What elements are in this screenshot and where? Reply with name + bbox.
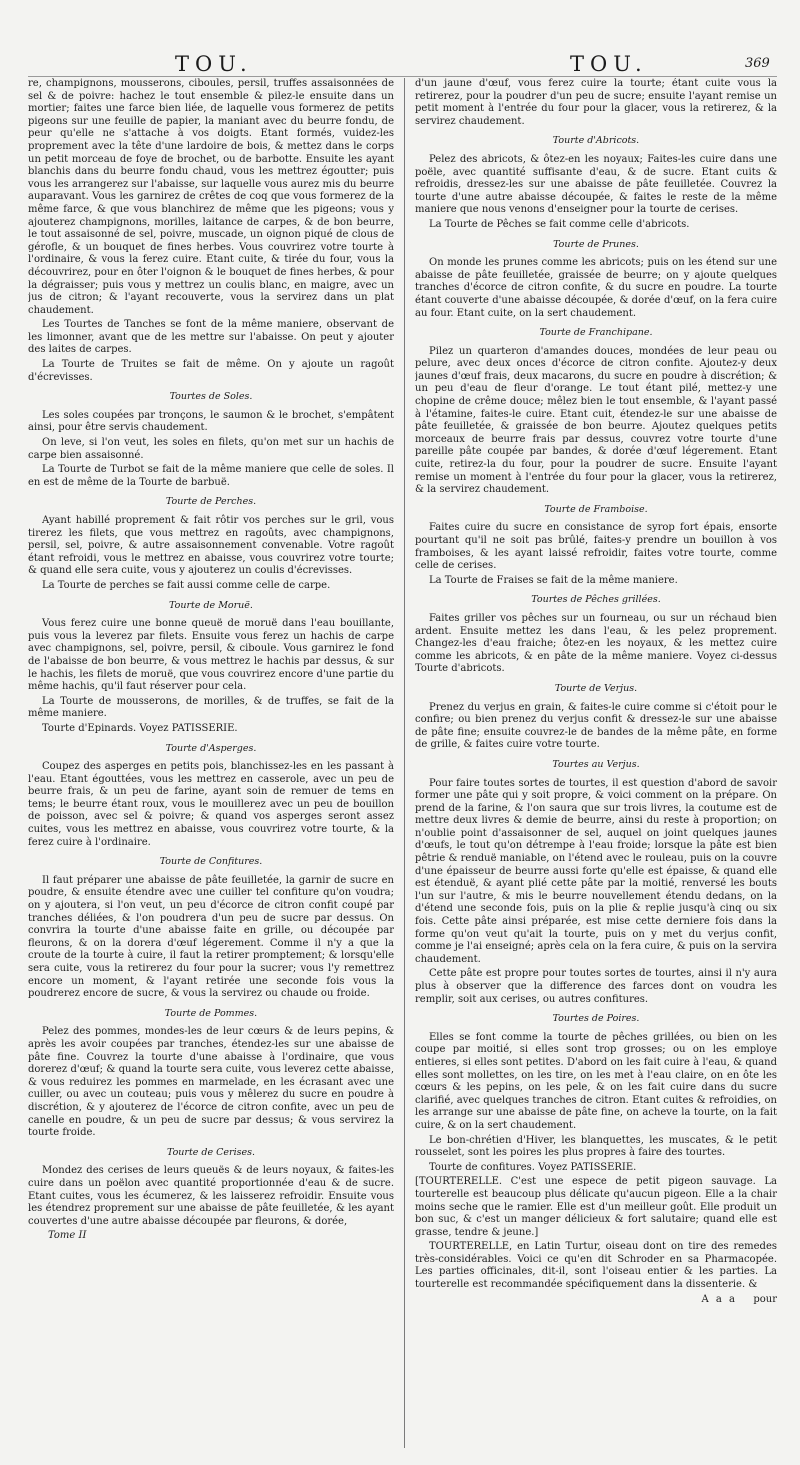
paragraph: Pelez des abricots, & ôtez-en les noyaux; Faites-les cuire dans une poële, avec quantité suffisante d'eau, & de sucre. Etant cuits & refroidis, dressez-les sur une abaisse de pâte feuilletée. Couvrez la tourte d'une autre abaisse découpée, & faites le reste de la même maniere que nous venons d'enseigner pour la tourte de cerises. (415, 153, 777, 216)
paragraph: Pour faire toutes sortes de tourtes, il est question d'abord de savoir former une pâte qui y soit propre, & voici comment on la prépare. On prend de la farine, & l'on saura que sur trois livres, la coutume est de mettre deux livres & demie de beurre, ainsi du reste à proportion; on n'oublie point d'assaisonner de sel, auquel on joint quelques jaunes d'œufs, le tout qu'on détrempe à l'eau froide; lorsque la pâte est bien pêtrie & renduë maniable, on l'étend avec le rouleau, puis on la couvre d'une épaisseur de beurre aussi forte qu'elle est épaisse, & quand elle est étenduë, & ayant plié cette pâte par la moitié, renversé les bouts l'un sur l'autre, & mis le beurre nouvellement étendu dedans, on la d'étend une seconde fois, puis on la plie & replie jusqu'à cinq ou six fois. Cette pâte ainsi préparée, est mise cette derniere fois dans la forme qu'on veut qu'ait la tourte, puis on y met du verjus confit, comme je l'ai enseigné; après cela on la fera cuire, & puis on la servira chaudement. (415, 777, 777, 965)
section-heading: Tourtes au Verjus. (552, 758, 640, 770)
paragraph: Ayant habillé proprement & fait rôtir vos perches sur le gril, vous tirerez les filets, que vous mettrez en ragoûts, avec champignons, persil, sel, poivre, & autre assaisonnement convenable. Votre ragoût étant refroidi, vous le mettrez en abaisse, vous couvrirez votre tourte; & quand elle sera cuite, vous y ajouterez un coulis d'écrevisses. (28, 515, 394, 577)
paragraph: Les Tourtes de Tanches se font de la même maniere, observant de les limonner, avant que de les mettre sur l'abaisse. On peut y ajouter des laites de carpes. (28, 319, 394, 356)
paragraph: Pelez des pommes, mondes-les de leur cœurs & de leurs pepins, & après les avoir coupées par tranches, étendez-les sur une abaisse de pâte fine. Couvrez la tourte d'une abaisse à l'ordinaire, que vous dorerez d'œuf; & quand la tourte sera cuite, vous leverez cette abaisse, & vous reduirez les pommes en marmelade, en les écrasant avec une cuiller, ou avec un couteau; puis vous y mêlerez du sucre en poudre à discrétion, & y ajouterez de l'écorce de citron confite, avec un peu de canelle en poudre, & un peu de sucre par dessus; & vous servirez la tourte froide. (28, 1026, 394, 1139)
paragraph: La Tourte de Turbot se fait de la même maniere que celle de soles. Il en est de même de la Tourte de barbuë. (28, 464, 394, 488)
section-heading: Tourte de Framboise. (544, 503, 648, 515)
section-heading: Tourte de Perches. (165, 496, 257, 508)
section-heading: Tourte de Verjus. (554, 682, 638, 694)
section-heading: Tourtes de Pêches grillées. (531, 594, 661, 606)
section-heading: Tourte de Prunes. (553, 238, 639, 250)
paragraph: Elles se font comme la tourte de pêches grillées, ou bien on les coupe par moitié, si elles sont trop grosses; ou on les employe entieres, si elles sont petites. D'abord on les fait cuire à l'eau, & quand elles sont mollettes, on les tire, on les met à l'eau claire, on en ôte les cœurs & les pepins, on les pele, & on les fait cuire dans du sucre clarifié, avec quelques tranches de citron. Etant cuites & refroidies, on les arrange sur une abaisse de pâte fine, on acheve la tourte, on la fait cuire, & on la sert chaudement. (415, 1031, 777, 1131)
paragraph: La Tourte de Fraises se fait de la même maniere. (429, 574, 678, 586)
header-rule (28, 76, 777, 77)
paragraph: TOURTERELLE, en Latin Turtur, oiseau dont on tire des remedes très-considérables. Voici ce qu'en dit Schroder en sa Pharmacopée. Les parties officinales, dit-il, sont l'oiseau entier & les parties. La tourterelle est recommandée spécifiquement dans la dissenterie. & (415, 1241, 777, 1291)
volume-signature: Tome II (48, 1230, 87, 1242)
paragraph: Vous ferez cuire une bonne queuë de moruë dans l'eau bouillante, puis vous la leverez par filets. Ensuite vous ferez un hachis de carpe avec champignons, sel, poivre, persil, & ciboule. Vous garnirez le fond de l'abaisse de bon beurre, & vous mettrez le hachis par dessus, & sur le hachis, les filets de moruë, que vous couvrirez encore d'une partie du même hachis, qu'il faut réserver pour cela. (28, 618, 394, 693)
left-column (28, 78, 394, 1458)
paragraph: Les soles coupées par tronçons, le saumon & le brochet, s'empâtent ainsi, pour être servis chaudement. (28, 409, 394, 434)
paragraph: [TOURTERELLE. C'est une espece de petit pigeon sauvage. La tourterelle est beaucoup plus délicate qu'aucun pigeon. Elle a la chair moins seche que le ramier. Elle est d'un meilleur goût. Elle produit un bon suc, & c'est un manger délicieux & fort salutaire; quand elle est grasse, tendre & jeune.] (415, 1176, 777, 1238)
paragraph: re, champignons, mousserons, ciboules, persil, truffes assaisonnées de sel & de poivre: hachez le tout ensemble & pilez-le ensuite dans un mortier; faites une farce bien liée, de laquelle vous formerez de petits pigeons sur une feuille de papier, la maniant avec du beurre fondu, de peur qu'elle ne s'attache à vos doigts. Etant formés, vuidez-les proprement avec la tête d'une lardoire de bois, & mettez dans le corps un petit morceau de foye de brochet, ou de barbotte. Ensuite les ayant blanchis dans du beurre fondu chaud, vous les mettrez égoutter; puis vous les arrangerez sur l'abaisse, sur laquelle vous aurez mis du beurre auparavant. Vous les garnirez de crêtes de coq que vous formerez de la même farce, & que vous blanchirez de même que les pigeons; vous y ajouterez champignons, morilles, laitance de carpes, & de bon beurre, le tout assaisonné de sel, poivre, muscade, un oignon piqué de clous de gérofle, & un bouquet de fines herbes. Vous couvrirez votre tourte à l'ordinaire, & vous la ferez cuire. Etant cuite, & tirée du four, vous la découvrirez, pour en ôter l'oignon & le bouquet de fines herbes, & pour la dégraisser; puis vous y mettrez un coulis blanc, en maigre, avec un jus de citron; & l'ayant recouverte, vous la servirez dans un plat chaudement. (28, 78, 394, 316)
paragraph: Prenez du verjus en grain, & faites-le cuire comme si c'étoit pour le confire; ou bien prenez du verjus confit & dressez-le sur une abaisse de pâte fine; ensuite couvrez-le de bandes de la même pâte, en forme de grille, & faites cuire votre tourte. (415, 701, 777, 751)
paragraph: On monde les prunes comme les abricots; puis on les étend sur une abaisse de pâte feuilletée, graissée de beurre; on y ajoute quelques tranches d'écorce de citron confite, & du sucre en poudre. La tourte étant couverte d'une abaisse découpée, & dorée d'œuf, on la fera cuire au four. Etant cuite, on la sert chaudement. (415, 257, 777, 319)
paragraph: Le bon-chrétien d'Hiver, les blanquettes, les muscates, & le petit rousselet, sont les poires les plus propres à faire des tourtes. (415, 1134, 777, 1159)
signature-line (28, 1230, 394, 1244)
section-heading: Tourte de Pommes. (164, 1007, 258, 1019)
section-heading: Tourte de Cerises. (166, 1146, 256, 1158)
paragraph: Tourte d'Epinards. Voyez PATISSERIE. (42, 722, 238, 734)
paragraph: Coupez des asperges en petits pois, blanchissez-les en les passant à l'eau. Etant égouttées, vous les mettrez en casserole, avec un peu de beurre frais, & un peu de farine, ayant soin de remuer de tems en tems; le beurre étant roux, vous le mouillerez avec un peu de bouillon de poisson, avec sel & poivre; & quand vos asperges seront assez cuites, vous les mettrez en abaisse, vous couvrirez votre tourte, & la ferez cuire à l'ordinaire. (28, 761, 394, 848)
paragraph: Cette pâte est propre pour toutes sortes de tourtes, ainsi il n'y aura plus à observer que la difference des farces dont on voudra les remplir, soit aux cerises, ou autres confitures. (415, 968, 777, 1005)
paragraph: La Tourte de perches se fait aussi comme celle de carpe. (42, 579, 331, 591)
paragraph: La Tourte de Truites se fait de même. On y ajoute un ragoût d'écrevisses. (28, 359, 394, 383)
paragraph: On leve, si l'on veut, les soles en filets, qu'on met sur un hachis de carpe bien assaisonné. (28, 437, 394, 461)
section-heading: Tourte de Franchipane. (539, 327, 653, 339)
paragraph: Il faut préparer une abaisse de pâte feuilletée, la garnir de sucre en poudre, & ensuite étendre avec une cuiller tel confiture qu'on voudra; on y ajoutera, si l'on veut, un peu d'écorce de citron confit coupé par tranches déliées, & l'on poudrera d'un peu de sucre par dessus. On convrira la tourte d'une abaisse faite en grille, ou découpée par fleurons, & on la dorera d'œuf légerement. Comme il n'y a que la croute de la tourte à cuire, il faut la retirer promptement; & lorsqu'elle sera cuite, vous la retirerez du four pour la sucrer; vous l'y remettrez encore un moment, & l'ayant retirée une seconde fois vous la poudrerez encore de sucre, & vous la servirez ou chaude ou froide. (28, 874, 394, 1000)
paragraph: Faites griller vos pêches sur un fourneau, ou sur un réchaud bien ardent. Ensuite mettez les dans l'eau, & les pelez proprement. Changez-les d'eau fraiche; ôtez-en les noyaux, & les mettez cuire comme les abricots, & en pâte de la même maniere. Voyez ci-dessus Tourte d'abricots. (415, 612, 777, 675)
paragraph: Pilez un quarteron d'amandes douces, mondées de leur peau ou pelure, avec deux onces d'écorce de citron confite. Ajoutez-y deux jaunes d'œuf frais, deux macarons, du sucre en poudre à discrétion; & un peu d'eau de fleur d'orange. Le tout étant pilé, mettez-y une chopine de crême douce; mêlez bien le tout ensemble, & l'ayant passé à l'étamine, faites-le cuire. Etant cuit, étendez-le sur une abaisse de pâte feuilletée, & graissée de bon beurre. Ajoutez quelques petits morceaux de beurre frais par dessus, couvrez votre tourte d'une pareille pâte coupée par bandes, & dorée d'œuf légerement. Etant cuite, retirez-la du four, pour la poudrer de sucre. Ensuite l'ayant remise un moment à l'entrée du four pour la glacer, vous la retirerez, & la servirez chaudement. (415, 345, 777, 496)
section-heading: Tourte de Confitures. (159, 856, 263, 868)
paragraph: La Tourte de mousserons, de morilles, & de truffes, se fait de la même maniere. (28, 695, 394, 720)
page-number: 369 (745, 56, 770, 71)
paragraph: Tourte de confitures. Voyez PATISSERIE. (429, 1161, 637, 1173)
column-divider (404, 78, 405, 1448)
section-heading: Tourte d'Asperges. (165, 742, 257, 754)
running-head-right: TOU. (570, 52, 648, 76)
running-head-left: TOU. (175, 52, 253, 76)
paragraph: La Tourte de Pêches se fait comme celle d'abricots. (429, 218, 690, 230)
gathering-signature: A a a (701, 1293, 737, 1305)
section-heading: Tourtes de Poires. (552, 1013, 640, 1025)
paragraph: Mondez des cerises de leurs queuës & de leurs noyaux, & faites-les cuire dans un poëlon avec quantité proportionnée d'eau & de sucre. Etant cuites, vous les écumerez, & les laisserez refroidir. Ensuite vous les étendrez proprement sur une abaisse de pâte feuilletée, & les ayant couvertes d'une autre abaisse découpée par fleurons, & dorée, (28, 1165, 394, 1227)
paragraph: Faites cuire du sucre en consistance de syrop fort épais, ensorte pourtant qu'il ne soit pas brûlé, faites-y prendre un bouillon à vos framboises, & les ayant laissé refroidir, faites votre tourte, comme celle de cerises. (415, 522, 777, 572)
paragraph: d'un jaune d'œuf, vous ferez cuire la tourte; étant cuite vous la retirerez, pour la poudrer d'un peu de sucre; ensuite l'ayant remise un petit moment à l'entrée du four pour la glacer, vous la retirerez, & la servirez chaudement. (415, 78, 777, 127)
right-column (415, 78, 777, 1458)
section-heading: Tourte d'Abricots. (552, 135, 640, 147)
section-heading: Tourte de Moruë. (169, 599, 253, 611)
section-heading: Tourtes de Soles. (169, 391, 253, 403)
signature-line (415, 1294, 777, 1308)
catchword: pour (753, 1293, 777, 1305)
